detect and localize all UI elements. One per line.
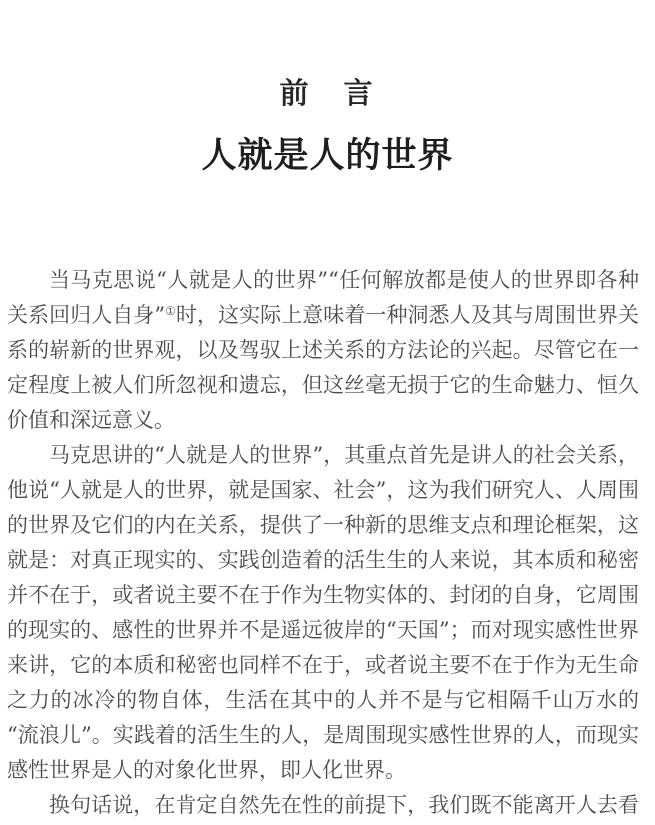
text-line: 就是：对真正现实的、实践创造着的活生生的人来说，其本质和秘密 <box>7 548 639 572</box>
text-line: 并不在于，或者说主要不在于作为生物实体的、封闭的自身，它周围 <box>7 583 639 607</box>
text-line: 换句话说，在肯定自然先在性的前提下，我们既不能离开人去看 <box>49 793 639 817</box>
text-line: 来讲，它的本质和秘密也同样不在于，或者说主要不在于作为无生命 <box>7 653 639 677</box>
preface-subtitle: 人就是人的世界 <box>201 135 454 176</box>
preface-title: 前 言 <box>279 76 376 110</box>
body-text <box>7 263 639 823</box>
text-line: 的世界及它们的内在关系，提供了一种新的思维支点和理论框架，这 <box>7 513 639 537</box>
text-line: 系的崭新的世界观，以及驾驭上述关系的方法论的兴起。尽管它在一 <box>7 338 639 362</box>
text-line: 的现实的、感性的世界并不是遥远彼岸的“天国”；而对现实感性世界 <box>7 618 639 642</box>
text-line: 之力的冰冷的物自体，生活在其中的人并不是与它相隔千山万水的 <box>7 688 639 712</box>
body-paragraph <box>7 263 639 438</box>
text-line: 感性世界是人的对象化世界，即人化世界。 <box>7 758 406 782</box>
text-line: 当马克思说“人就是人的世界”“任何解放都是使人的世界即各种 <box>49 268 639 292</box>
footnote-ref: ① <box>165 304 176 318</box>
text-line: 他说“人就是人的世界，就是国家、社会”，这为我们研究人、人周围 <box>7 478 639 502</box>
text-line: “流浪儿”。实践着的活生生的人，是周围现实感性世界的人，而现实 <box>7 723 639 747</box>
body-paragraph <box>7 788 639 823</box>
text-line: 定程度上被人们所忽视和遗忘，但这丝毫无损于它的生命魅力、恒久 <box>7 373 639 397</box>
text-line: 马克思讲的“人就是人的世界”，其重点首先是讲人的社会关系， <box>49 443 639 467</box>
body-paragraph <box>7 438 639 788</box>
text-line: 价值和深远意义。 <box>7 408 175 432</box>
text-line: 关系回归人自身”①时，这实际上意味着一种洞悉人及其与周围世界关 <box>7 303 639 327</box>
